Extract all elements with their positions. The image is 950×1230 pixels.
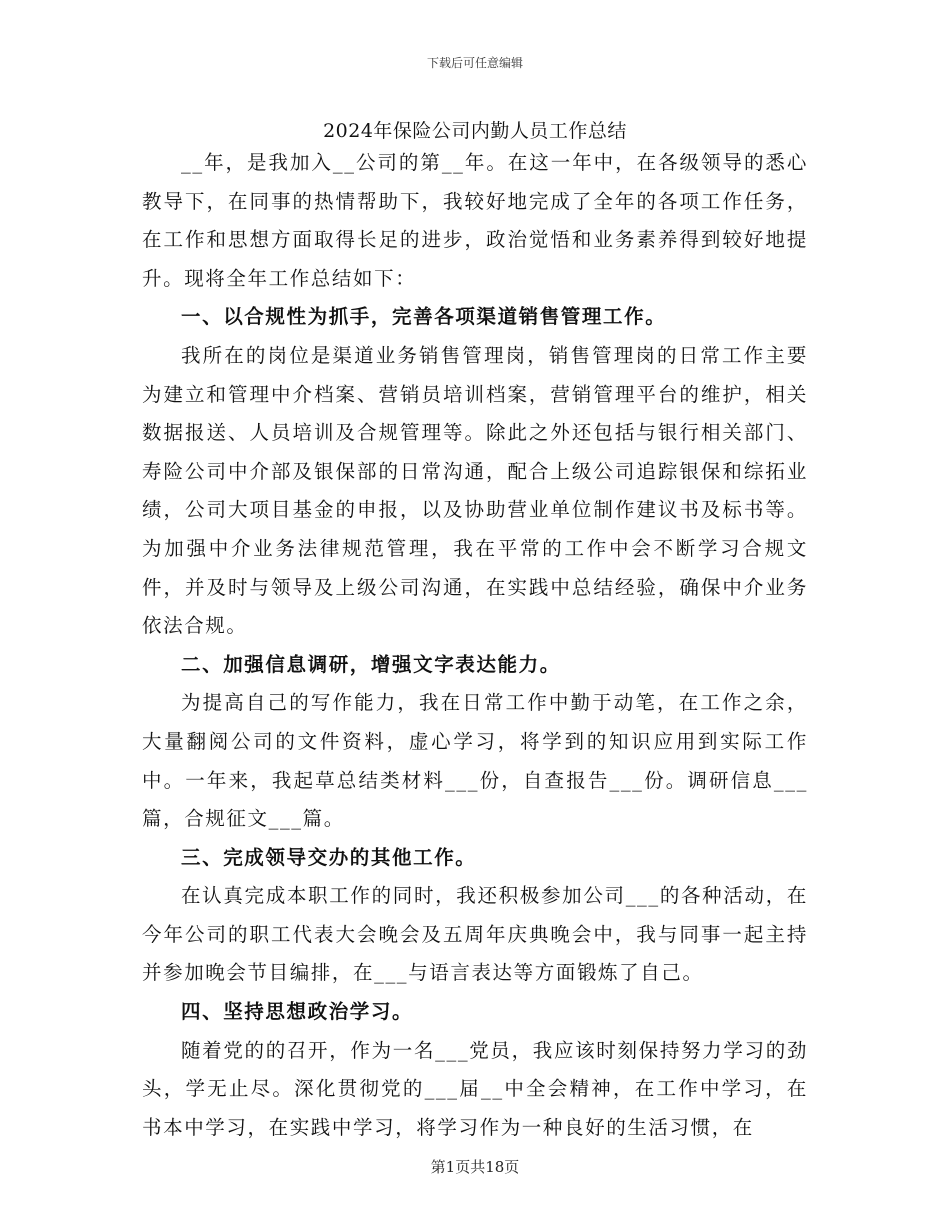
section-paragraph-4: 随着党的的召开，作为一名___党员，我应该时刻保持努力学习的劲头，学无止尽。深化贯彻党的___届__中全会精神，在工作中学习，在书本中学习，在实践中学习，将学习作为一种良好的生活习惯，在 [142,1038,808,1139]
document-body [142,144,808,1147]
document-title: 2024年保险公司内勤人员工作总结 [323,120,627,142]
section-heading-2: 二、加强信息调研，增强文字表达能力。 [181,652,561,676]
section-heading-1: 一、以合规性为抓手，完善各项渠道销售管理工作。 [181,305,667,329]
section-paragraph-1: 我所在的岗位是渠道业务销售管理岗，销售管理岗的日常工作主要为建立和管理中介档案、营销员培训档案，营销管理平台的维护，相关数据报送、人员培训及合规管理等。除此之外还包括与银行相关部门、寿险公司中介部及银保部的日常沟通，配合上级公司追踪银保和综拓业绩，公司大项目基金的申报，以及协助营业单位制作建议书及标书等。为加强中介业务法律规范管理，我在平常的工作中会不断学习合规文件，并及时与领导及上级公司沟通，在实践中总结经验，确保中介业务依法合规。 [142,343,808,638]
intro-paragraph: __年，是我加入__公司的第__年。在这一年中，在各级领导的悉心教导下，在同事的热情帮助下，我较好地完成了全年的各项工作任务，在工作和思想方面取得长足的进步，政治觉悟和业务素养得到较好地提升。现将全年工作总结如下： [142,151,808,290]
page-footer: 第1页共18页 [430,1158,520,1176]
section-paragraph-3: 在认真完成本职工作的同时，我还积极参加公司___的各种活动，在今年公司的职工代表大会晚会及五周年庆典晚会中，我与同事一起主持并参加晚会节目编排，在___与语言表达等方面锻炼了自己。 [142,884,808,985]
section-heading-3: 三、完成领导交办的其他工作。 [181,845,477,869]
section-paragraph-2: 为提高自己的写作能力，我在日常工作中勤于动笔，在工作之余，大量翻阅公司的文件资料，虚心学习，将学到的知识应用到实际工作中。一年来，我起草总结类材料___份，自查报告___份。调研信息___篇，合规征文___篇。 [142,691,808,831]
section-heading-4: 四、坚持思想政治学习。 [181,1000,414,1024]
header-note: 下载后可任意编辑 [426,56,523,70]
